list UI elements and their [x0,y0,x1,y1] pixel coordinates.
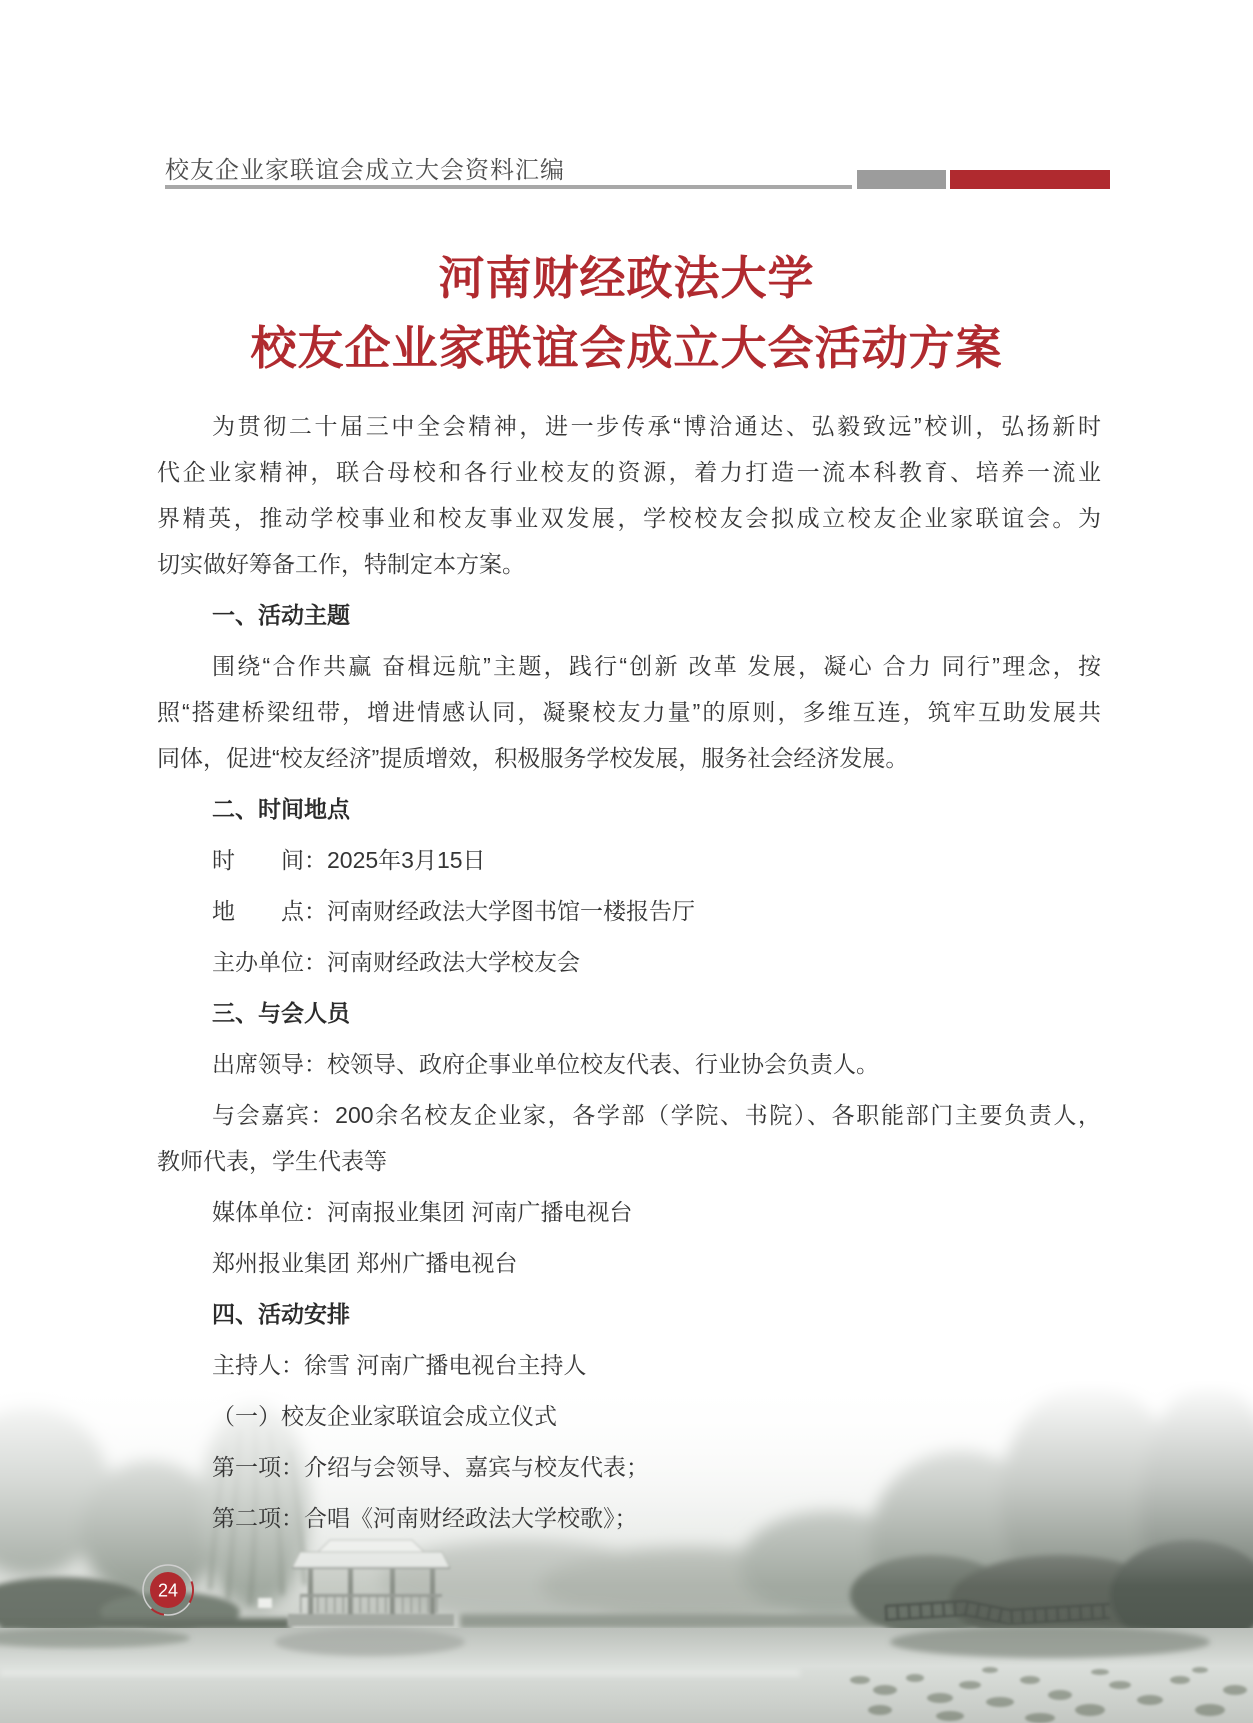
paragraph-line: 与会嘉宾：200余名校友企业家，各学部（学院、书院）、各职能部门主要负责人， [212,1102,1101,1128]
media-line: 媒体单位：河南报业集团 河南广播电视台 [212,1199,633,1225]
header-red-block [950,170,1110,189]
title-line-1: 河南财经政法大学 [438,252,815,304]
theme-paragraph [157,643,1101,781]
intro-paragraph [157,403,1101,587]
paragraph-line: 同体，促进“校友经济”提质增效，积极服务学校发展，服务社会经济发展。 [157,745,909,771]
section-2 [157,786,1101,832]
paragraph-line: 围绕“合作共赢 奋楫远航”主题，践行“创新 改革 发展，凝心 合力 同行”理念，按 [212,653,1101,679]
paragraph-line: 代企业家精神，联合母校和各行业校友的资源，着力打造一流本科教育、培养一流业 [157,459,1101,485]
running-header [165,157,565,185]
agenda-item: 第一项：介绍与会领导、嘉宾与校友代表； [212,1454,649,1480]
paragraph-line: 教师代表，学生代表等 [157,1148,387,1174]
section-heading: 四、活动安排 [212,1301,350,1327]
attending-leaders: 出席领导：校领导、政府企事业单位校友代表、行业协会负责人。 [212,1051,879,1077]
section-heading: 一、活动主题 [212,602,350,628]
document-body [157,403,1101,1541]
section-heading: 三、与会人员 [212,1000,350,1026]
section-3 [157,990,1101,1036]
media-line: 郑州报业集团 郑州广播电视台 [212,1250,518,1276]
title-line-2: 校友企业家联谊会成立大会活动方案 [250,322,1003,374]
section-4 [157,1291,1101,1337]
paragraph-line: 照“搭建桥梁纽带，增进情感认同，凝聚校友力量”的原则，多维互连，筑牢互助发展共 [157,699,1101,725]
guests-paragraph [157,1092,1101,1184]
event-place: 地 点：河南财经政法大学图书馆一楼报告厅 [212,898,695,924]
paragraph-line: 切实做好筹备工作，特制定本方案。 [157,551,525,577]
agenda-item: 第二项：合唱《河南财经政法大学校歌》； [212,1505,638,1531]
page-number-badge [140,1562,196,1618]
event-time: 时 间：2025年3月15日 [212,847,486,873]
header-rule [165,185,852,189]
paragraph-line: 为贯彻二十届三中全会精神，进一步传承“博洽通达、弘毅致远”校训，弘扬新时 [212,413,1101,439]
paragraph-line: 界精英，推动学校事业和校友事业双发展，学校校友会拟成立校友企业家联谊会。为 [157,505,1101,531]
host-line: 主持人：徐雪 河南广播电视台主持人 [212,1352,587,1378]
section-heading: 二、时间地点 [212,796,350,822]
running-header-title: 校友企业家联谊会成立大会资料汇编 [165,157,565,184]
event-organizer: 主办单位：河南财经政法大学校友会 [212,949,580,975]
subsection-heading: （一）校友企业家联谊会成立仪式 [212,1403,557,1429]
header-gray-block [857,170,946,189]
page-number: 24 [157,1580,179,1601]
section-1 [157,592,1101,638]
document-title [0,243,1253,383]
